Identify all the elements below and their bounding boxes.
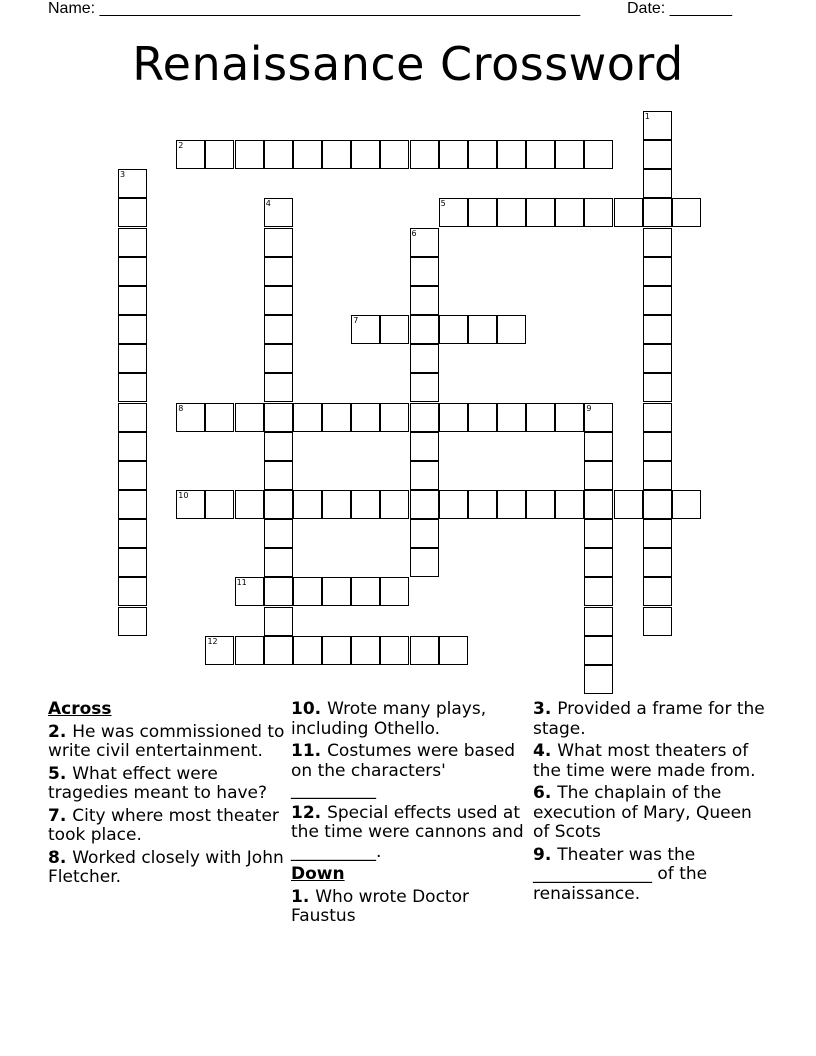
grid-cell[interactable] (235, 403, 264, 432)
clue-number-label: 3 (120, 170, 126, 180)
grid-cell[interactable] (410, 636, 439, 665)
clue-across-7: 7. City where most theater took place. (48, 805, 279, 845)
clue-text: What effect were tragedies meant to have? (48, 763, 268, 803)
grid-cell[interactable] (118, 315, 147, 344)
grid-cell[interactable] (526, 198, 555, 227)
grid-cell[interactable] (118, 607, 147, 636)
grid-cell[interactable] (410, 403, 439, 432)
grid-cell[interactable] (351, 577, 380, 606)
clue-text: Wrote many plays, including Othello. (291, 699, 487, 739)
grid-cell[interactable] (526, 490, 555, 519)
grid-cell[interactable] (584, 490, 613, 519)
grid-cell[interactable] (351, 140, 380, 169)
grid-cell[interactable] (410, 490, 439, 519)
grid-cell[interactable] (380, 403, 409, 432)
clue-number: 8 (48, 847, 60, 868)
grid-cell[interactable] (264, 140, 293, 169)
grid-cell[interactable] (118, 490, 147, 519)
grid-cell[interactable] (264, 577, 293, 606)
grid-cell[interactable] (293, 490, 322, 519)
clue-number: 6 (533, 783, 545, 803)
grid-cell[interactable] (672, 198, 701, 227)
clue-text: Who wrote Doctor Faustus (291, 886, 469, 926)
grid-cell[interactable] (264, 519, 293, 548)
grid-cell[interactable] (584, 577, 613, 606)
clue-number: 2 (48, 721, 60, 742)
clue-text: Worked closely with John Fletcher. (48, 847, 284, 887)
clue-number-label: 7 (353, 316, 359, 326)
grid-cell[interactable] (264, 257, 293, 286)
grid-cell[interactable] (672, 490, 701, 519)
clue-number-label: 9 (586, 403, 592, 413)
grid-cell[interactable] (351, 490, 380, 519)
grid-cell[interactable] (643, 198, 672, 227)
grid-cell[interactable] (643, 403, 672, 432)
clue-text: He was commissioned to write civil entertainment. (48, 721, 285, 761)
grid-cell[interactable] (293, 403, 322, 432)
clue-number-label: 10 (178, 490, 189, 500)
grid-cell[interactable] (118, 198, 147, 227)
clue-column-1 (48, 700, 286, 891)
grid-cell[interactable] (439, 403, 468, 432)
grid-cell[interactable] (264, 344, 293, 373)
grid-cell[interactable] (264, 228, 293, 257)
grid-cell[interactable] (439, 315, 468, 344)
grid-cell[interactable] (293, 577, 322, 606)
grid-cell[interactable] (118, 344, 147, 373)
grid-cell[interactable] (643, 548, 672, 577)
clue-number: 12 (291, 802, 315, 823)
grid-cell[interactable] (643, 519, 672, 548)
clue-number: 10 (291, 699, 315, 719)
grid-cell[interactable] (643, 432, 672, 461)
clue-text: The chaplain of the execution of Mary, Queen of Scots (533, 783, 752, 842)
grid-cell[interactable] (293, 140, 322, 169)
grid-cell[interactable] (118, 286, 147, 315)
clue-text: City where most theater took place. (48, 805, 279, 845)
clue-across-11: 11. Costumes were based on the characters' __________ (291, 741, 516, 800)
grid-cell[interactable] (118, 577, 147, 606)
down-heading: Down (291, 864, 345, 884)
clue-down-1: 1. Who wrote Doctor Faustus (291, 886, 469, 926)
grid-cell[interactable] (439, 140, 468, 169)
grid-cell[interactable] (584, 432, 613, 461)
clue-down-9: 9. Theater was the ______________ of the renaissance. (533, 844, 708, 904)
grid-cell[interactable] (118, 519, 147, 548)
grid-cell[interactable] (380, 636, 409, 665)
grid-cell[interactable] (380, 490, 409, 519)
clue-number-label: 1 (644, 112, 650, 121)
grid-cell[interactable] (643, 607, 672, 636)
grid-cell[interactable] (322, 577, 351, 606)
grid-cell[interactable] (264, 490, 293, 519)
grid-cell[interactable] (410, 373, 439, 402)
clue-across-2: 2. He was commissioned to write civil entertainment. (48, 721, 285, 761)
grid-cell[interactable] (264, 548, 293, 577)
grid-cell[interactable] (410, 548, 439, 577)
grid-cell[interactable] (439, 490, 468, 519)
grid-cell[interactable] (584, 548, 613, 577)
grid-cell[interactable] (264, 607, 293, 636)
grid-cell[interactable] (410, 432, 439, 461)
grid-cell[interactable] (205, 140, 234, 169)
grid-cell[interactable] (643, 344, 672, 373)
clue-number: 7 (48, 805, 60, 826)
grid-cell[interactable] (264, 373, 293, 402)
grid-cell[interactable] (643, 140, 672, 169)
grid-cell[interactable] (468, 403, 497, 432)
grid-cell[interactable] (497, 198, 526, 227)
clue-number: 11 (291, 741, 315, 761)
grid-cell[interactable] (643, 490, 672, 519)
grid-cell[interactable] (235, 490, 264, 519)
across-heading: Across (48, 699, 112, 719)
grid-cell[interactable] (497, 403, 526, 432)
grid-cell[interactable] (322, 636, 351, 665)
clue-text: Provided a frame for the stage. (533, 699, 765, 739)
clue-number-label: 12 (207, 636, 218, 646)
grid-cell[interactable] (351, 636, 380, 665)
grid-cell[interactable] (584, 461, 613, 490)
clue-column-3 (533, 700, 771, 907)
grid-cell[interactable] (264, 403, 293, 432)
grid-cell[interactable] (584, 140, 613, 169)
grid-cell[interactable] (555, 403, 584, 432)
clue-text: Theater was the ______________ of the renaissance. (533, 844, 708, 904)
clue-number-label: 6 (411, 228, 417, 238)
grid-cell[interactable] (235, 636, 264, 665)
grid-cell[interactable] (322, 140, 351, 169)
name-field[interactable]: Name: ______________________________________________________ (48, 0, 581, 17)
grid-cell[interactable] (264, 315, 293, 344)
grid-cell[interactable] (351, 403, 380, 432)
grid-cell[interactable] (410, 461, 439, 490)
clue-number: 1 (291, 886, 303, 907)
grid-cell[interactable] (526, 140, 555, 169)
clue-number-label: 2 (178, 141, 184, 151)
grid-cell[interactable] (584, 607, 613, 636)
grid-cell[interactable] (380, 315, 409, 344)
page-title: Renaissance Crossword (132, 37, 684, 91)
grid-cell[interactable] (235, 140, 264, 169)
clue-down-4: 4. What most theaters of the time were made from. (533, 741, 756, 781)
grid-cell[interactable] (410, 286, 439, 315)
clue-across-10: 10. Wrote many plays, including Othello. (291, 699, 487, 739)
grid-cell[interactable] (555, 140, 584, 169)
clue-across-12: 12. Special effects used at the time were cannons and __________. (291, 802, 524, 862)
grid-cell[interactable] (410, 344, 439, 373)
grid-cell[interactable] (118, 432, 147, 461)
clue-down-6: 6. The chaplain of the execution of Mary, Queen of Scots (533, 783, 752, 842)
grid-cell[interactable] (643, 286, 672, 315)
grid-cell[interactable] (497, 490, 526, 519)
grid-cell[interactable] (118, 403, 147, 432)
grid-cell[interactable] (118, 373, 147, 402)
clue-across-8: 8. Worked closely with John Fletcher. (48, 847, 284, 887)
grid-cell[interactable] (643, 461, 672, 490)
clue-down-3: 3. Provided a frame for the stage. (533, 699, 765, 739)
clue-column-2 (291, 700, 529, 930)
grid-cell[interactable] (468, 140, 497, 169)
grid-cell[interactable] (264, 286, 293, 315)
grid-cell[interactable] (264, 432, 293, 461)
clue-number-label: 8 (178, 403, 184, 413)
grid-cell[interactable] (205, 490, 234, 519)
clue-number-label: 4 (265, 199, 271, 209)
grid-cell[interactable] (555, 198, 584, 227)
clue-number: 5 (48, 763, 60, 784)
grid-cell[interactable] (264, 636, 293, 665)
grid-cell[interactable] (643, 373, 672, 402)
grid-cell[interactable] (410, 315, 439, 344)
grid-cell[interactable] (643, 257, 672, 286)
grid-cell[interactable] (584, 519, 613, 548)
clue-text: Costumes were based on the characters' __________ (291, 741, 516, 800)
grid-cell[interactable] (643, 315, 672, 344)
grid-cell[interactable] (643, 228, 672, 257)
grid-cell[interactable] (584, 198, 613, 227)
grid-cell[interactable] (526, 403, 555, 432)
clue-number: 4 (533, 741, 545, 761)
grid-cell[interactable] (643, 577, 672, 606)
grid-cell[interactable] (322, 490, 351, 519)
clue-number: 3 (533, 699, 545, 719)
clue-number: 9 (533, 844, 545, 865)
grid-cell[interactable] (118, 461, 147, 490)
grid-cell[interactable] (468, 198, 497, 227)
clue-text: Special effects used at the time were cannons and __________. (291, 802, 524, 862)
grid-cell[interactable] (293, 636, 322, 665)
grid-cell[interactable] (410, 519, 439, 548)
grid-cell[interactable] (614, 490, 643, 519)
grid-cell[interactable] (584, 665, 613, 694)
grid-cell[interactable] (205, 403, 234, 432)
clue-number-label: 5 (440, 199, 446, 209)
grid-cell[interactable] (468, 315, 497, 344)
grid-cell[interactable] (555, 490, 584, 519)
grid-cell[interactable] (410, 257, 439, 286)
clue-across-5: 5. What effect were tragedies meant to have? (48, 763, 268, 803)
grid-cell[interactable] (584, 636, 613, 665)
grid-cell[interactable] (380, 140, 409, 169)
grid-cell[interactable] (439, 636, 468, 665)
clue-text: What most theaters of the time were made from. (533, 741, 756, 781)
date-field[interactable]: Date: _______ (627, 0, 732, 17)
grid-cell[interactable] (380, 577, 409, 606)
grid-cell[interactable] (614, 198, 643, 227)
clue-number-label: 11 (236, 578, 247, 588)
grid-cell[interactable] (410, 140, 439, 169)
grid-cell[interactable] (118, 548, 147, 577)
grid-cell[interactable] (118, 228, 147, 257)
grid-cell[interactable] (322, 403, 351, 432)
grid-cell[interactable] (643, 169, 672, 198)
grid-cell[interactable] (497, 140, 526, 169)
grid-cell[interactable] (468, 490, 497, 519)
grid-cell[interactable] (264, 461, 293, 490)
grid-cell[interactable] (497, 315, 526, 344)
grid-cell[interactable] (118, 257, 147, 286)
